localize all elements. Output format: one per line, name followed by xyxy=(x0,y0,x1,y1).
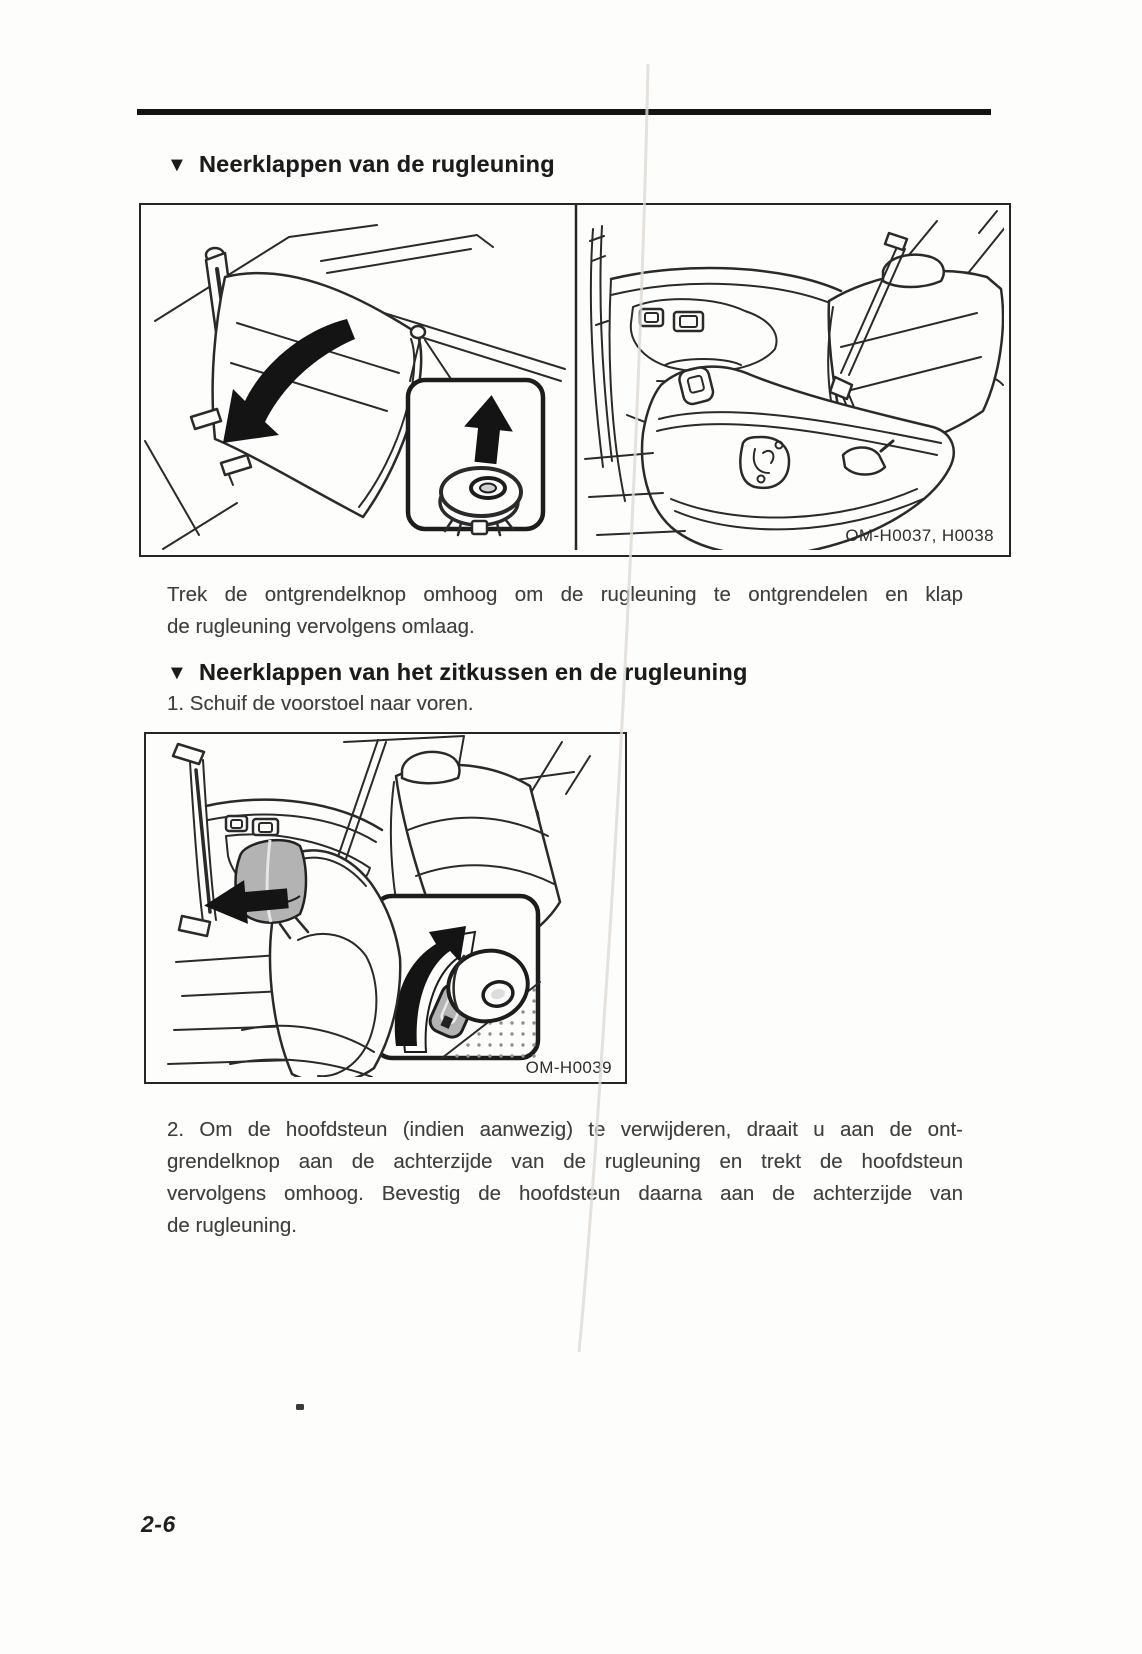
section-heading-text: Neerklappen van de rugleuning xyxy=(199,151,555,177)
interior-drawing xyxy=(168,736,590,1077)
section-heading-fold-backrest xyxy=(167,151,555,178)
paragraph-line: grendelknop aan de achterzijde van de rugleuning en trekt de hoofdsteun xyxy=(167,1150,963,1173)
release-knob-callout xyxy=(408,380,543,535)
figure-caption: OM-H0037, H0038 xyxy=(845,526,994,545)
headrest-removal-illustration xyxy=(146,734,620,1077)
release-knob-location xyxy=(411,326,425,338)
window-switch-icon xyxy=(674,312,703,331)
section-heading-fold-cushion xyxy=(167,659,748,686)
section-marker-icon: ▼ xyxy=(167,154,187,176)
paragraph-line: de rugleuning vervolgens omlaag. xyxy=(167,615,475,638)
left-panel-seatback-drawing xyxy=(145,225,565,549)
paragraph-line: Trek de ontgrendelknop omhoog om de rugleuning te ontgrendelen en klap xyxy=(167,583,963,606)
seat-fold-illustration xyxy=(141,205,1004,550)
right-panel-cushion-drawing xyxy=(585,211,1004,550)
paragraph-line: 2. Om de hoofdsteun (indien aanwezig) te verwijderen, draait u aan de ont- xyxy=(167,1118,963,1141)
window-switch-icon xyxy=(640,309,663,326)
figure-headrest-removal xyxy=(144,732,627,1084)
paragraph-line: vervolgens omhoog. Bevestig de hoofdsteun daarna aan de achterzijde van xyxy=(167,1182,963,1205)
top-rule xyxy=(137,109,991,115)
figure-fold-backrest xyxy=(139,203,1011,557)
step-1-text: 1. Schuif de voorstoel naar voren. xyxy=(167,692,474,715)
section-marker-icon: ▼ xyxy=(167,662,187,684)
paragraph-line: de rugleuning. xyxy=(167,1214,297,1237)
scan-speck-artifact xyxy=(296,1404,304,1410)
step-2-paragraph xyxy=(167,1114,963,1242)
figure-caption: OM-H0039 xyxy=(525,1058,612,1077)
page-number: 2-6 xyxy=(141,1511,176,1537)
body-paragraph xyxy=(167,579,963,643)
section-heading-text: Neerklappen van het zitkussen en de rugleuning xyxy=(199,659,748,685)
